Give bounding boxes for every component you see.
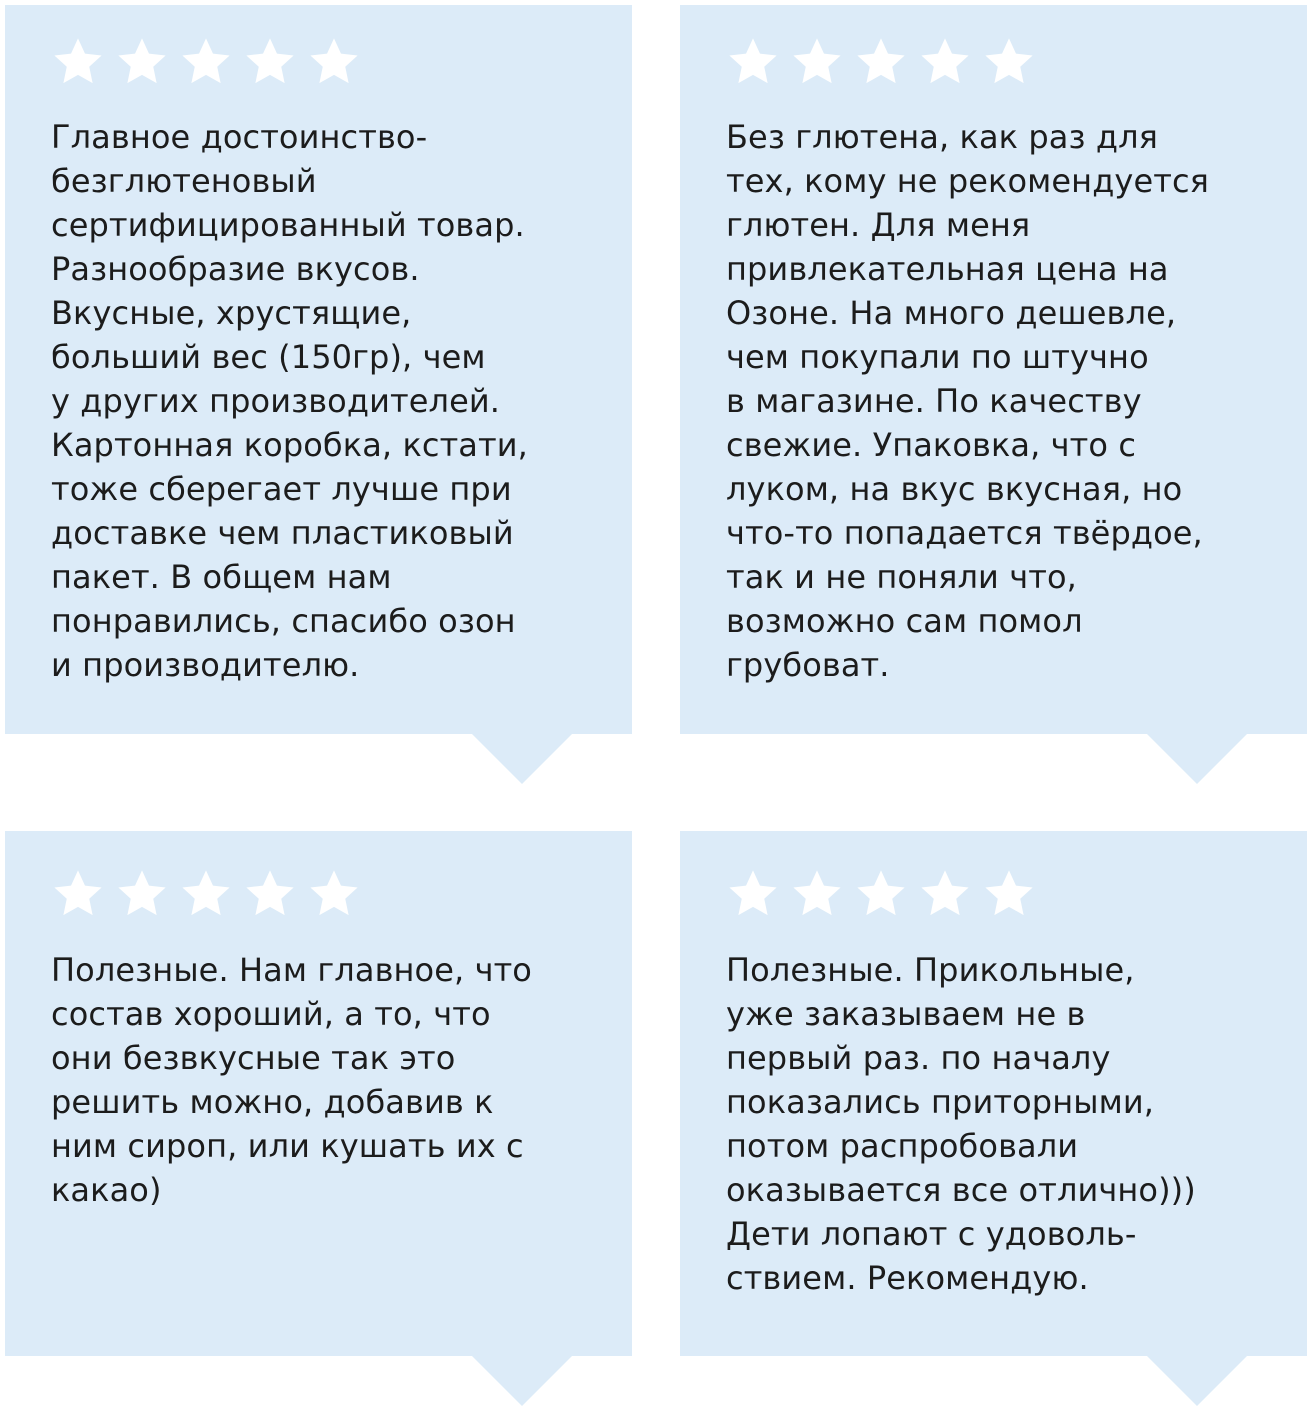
star-rating [726, 867, 1036, 921]
star-rating [726, 35, 1036, 89]
star-icon [179, 867, 233, 921]
star-icon [726, 867, 780, 921]
star-icon [918, 35, 972, 89]
star-icon [726, 35, 780, 89]
star-icon [982, 35, 1036, 89]
star-rating [51, 867, 361, 921]
review-card [680, 5, 1307, 734]
review-text: Полезные. Нам главное, что состав хороший, а то, что они безвкусные так это решить можно, добавив к ним сироп, или кушать их с какао) [51, 951, 532, 1209]
star-icon [790, 867, 844, 921]
review-text: Полезные. Прикольные, уже заказываем не в первый раз. по началу показались приторными, потом распробовали оказывается все отлично))) Дети лопают с удоволь- ствием. Рекомендую. [726, 951, 1196, 1297]
star-icon [982, 867, 1036, 921]
star-icon [854, 867, 908, 921]
review-card [680, 831, 1307, 1356]
star-icon [179, 35, 233, 89]
review-text: Главное достоинство- безглютеновый сертифицированный товар. Разнообразие вкусов. Вкусные, хрустящие, больший вес (150гр), чем у других производителей. Картонная коробка, кстати, тоже сберегает лучше при доставке чем пластиковый пакет. В общем нам понравились, спасибо озон и производителю. [51, 118, 528, 684]
star-icon [307, 35, 361, 89]
star-icon [790, 35, 844, 89]
review-card [5, 831, 632, 1356]
review-card [5, 5, 632, 734]
star-icon [115, 35, 169, 89]
star-icon [854, 35, 908, 89]
star-icon [51, 35, 105, 89]
star-icon [115, 867, 169, 921]
star-icon [243, 867, 297, 921]
star-icon [51, 867, 105, 921]
star-rating [51, 35, 361, 89]
star-icon [307, 867, 361, 921]
review-text: Без глютена, как раз для тех, кому не рекомендуется глютен. Для меня привлекательная цена на Озоне. На много дешевле, чем покупали по штучно в магазине. По качеству свежие. Упаковка, что с луком, на вкус вкусная, но что-то попадается твёрдое, так и не поняли что, возможно сам помол грубоват. [726, 118, 1210, 684]
star-icon [918, 867, 972, 921]
star-icon [243, 35, 297, 89]
